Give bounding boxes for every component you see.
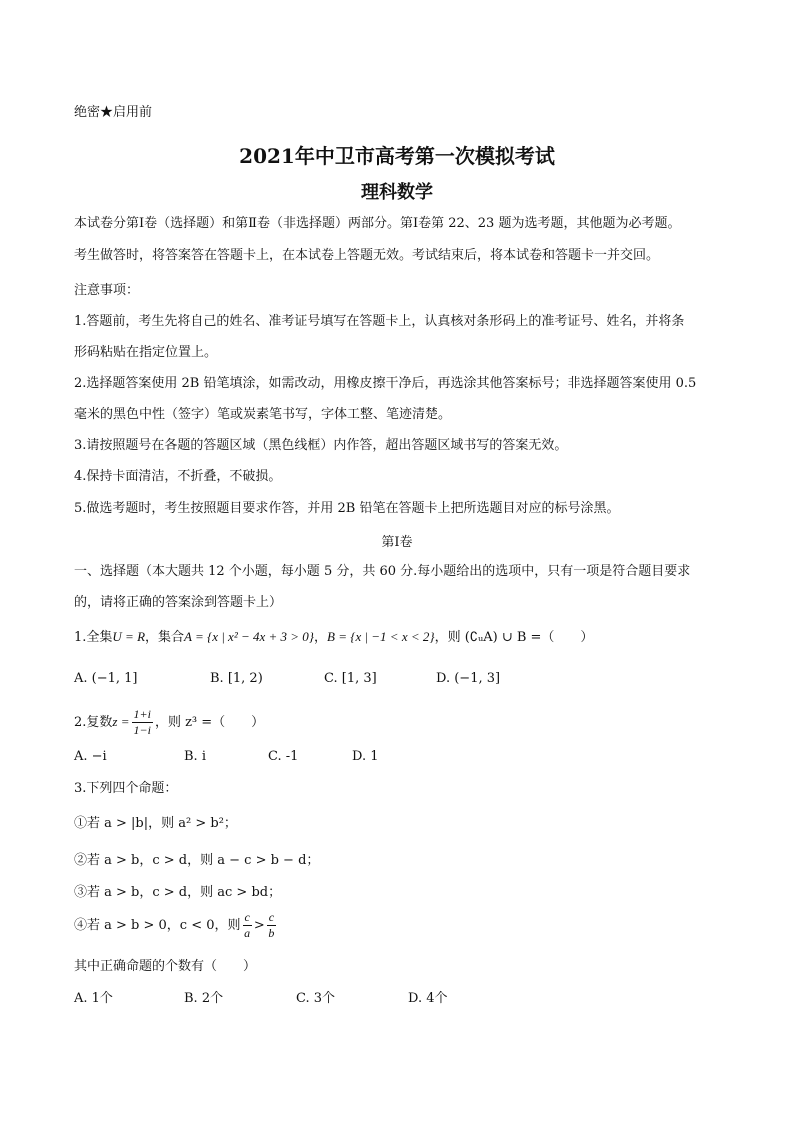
q3-proposition-2: ②若 a > b，c > d，则 a − c > b − d； [74,853,320,868]
q3-option-b[interactable]: B. 2个 [184,991,224,1006]
q1-option-d[interactable]: D. (−1, 3] [436,671,501,686]
q2-z: z = [112,714,130,729]
note-4: 4.保持卡面清洁，不折叠，不破损。 [74,469,282,484]
q2-numerator: 1+i [133,707,151,721]
exam-title: 2021年中卫市高考第一次模拟考试 [239,144,555,168]
secret-label: 绝密★启用前 [74,105,153,120]
q3-p4-num-1: c [244,910,250,924]
q2-fraction [132,707,153,738]
question-1-stem: 1.全集U = R，集合A = {x | x² − 4x + 3 > 0}，B = {x | −1 < x < 2}，则 (∁ᵤA) ∪ B =（ ） [74,629,594,645]
q2-option-b[interactable]: B. i [184,749,206,764]
q3-option-c[interactable]: C. 3个 [296,991,336,1006]
notes-heading: 注意事项： [74,283,140,298]
q1-universal: U = R [112,629,146,644]
q3-p4-fraction-1 [243,910,252,941]
section-1-title: 第Ⅰ卷 [381,535,413,550]
q3-p4-num-2: c [268,910,275,924]
q1-option-a[interactable]: A. (−1, 1] [74,671,138,686]
q2-prefix: 2.复数 [74,715,113,730]
q1-option-c[interactable]: C. [1, 3] [324,671,377,686]
note-1-line-2: 形码粘贴在指定位置上。 [74,345,218,360]
q2-option-c[interactable]: C. -1 [268,749,299,764]
q3-proposition-4 [74,910,278,942]
intro-line-1: 本试卷分第Ⅰ卷（选择题）和第Ⅱ卷（非选择题）两部分。第Ⅰ卷第 22、23 题为选考题，其他题为必考题。 [74,216,681,231]
q3-p4-fraction-2 [267,910,276,941]
q3-ask: 其中正确命题的个数有（ ） [74,959,257,974]
section-1-instruction-line-1: 一、选择题（本大题共 12 个小题，每小题 5 分，共 60 分.每小题给出的选项中，只有一项是符合题目要求 [74,564,691,579]
q1-set-label: ，集合 [145,630,185,645]
q3-p4-den-1: a [244,926,251,940]
exam-subject: 理科数学 [361,182,433,203]
q3-option-a[interactable]: A. 1个 [74,991,113,1006]
q1-set-b: B = {x | −1 < x < 2} [327,629,435,644]
section-1-instruction-line-2: 的，请将正确的答案涂到答题卡上） [74,595,283,610]
q2-option-d[interactable]: D. 1 [352,749,379,764]
q3-proposition-3: ③若 a > b，c > d，则 ac > bd； [74,885,282,900]
q2-option-a[interactable]: A. −i [74,749,107,764]
q3-option-d[interactable]: D. 4个 [408,991,448,1006]
q1-option-b[interactable]: B. [1, 2) [210,671,263,686]
note-1-line-1: 1.答题前，考生先将自己的姓名、准考证号填写在答题卡上，认真核对条形码上的准考证号、姓名，并将条 [74,314,685,329]
q2-denominator: 1−i [133,723,151,737]
q2-ask: ，则 z³ =（ ） [154,715,265,730]
intro-line-2: 考生做答时，将答案答在答题卡上，在本试卷上答题无效。考试结束后，将本试卷和答题卡一并交回。 [74,248,660,263]
note-5: 5.做选考题时，考生按照题目要求作答，并用 2B 铅笔在答题卡上把所选题目对应的标号涂黑。 [74,501,620,516]
q3-proposition-1: ①若 a > |b|，则 a² > b²； [74,816,237,831]
q1-prefix: 1.全集 [74,630,113,645]
q3-p4-gt: > [253,918,265,933]
question-3-stem: 3.下列四个命题： [74,781,178,796]
q3-p4-den-2: b [268,926,275,940]
question-2-stem [74,706,264,739]
note-2-line-2: 毫米的黑色中性（签字）笔或炭素笔书写，字体工整、笔迹清楚。 [74,407,452,422]
q1-ask: ，则 (∁ᵤA) ∪ B =（ ） [434,630,594,645]
note-2-line-1: 2.选择题答案使用 2B 铅笔填涂，如需改动，用橡皮擦干净后，再选涂其他答案标号；非选择题答案使用 0.5 [74,376,697,391]
q3-p4-text: ④若 a > b > 0，c < 0，则 [74,918,241,933]
note-3: 3.请按照题号在各题的答题区域（黑色线框）内作答，超出答题区域书写的答案无效。 [74,438,568,453]
q1-set-a: A = {x | x² − 4x + 3 > 0} [184,629,315,644]
